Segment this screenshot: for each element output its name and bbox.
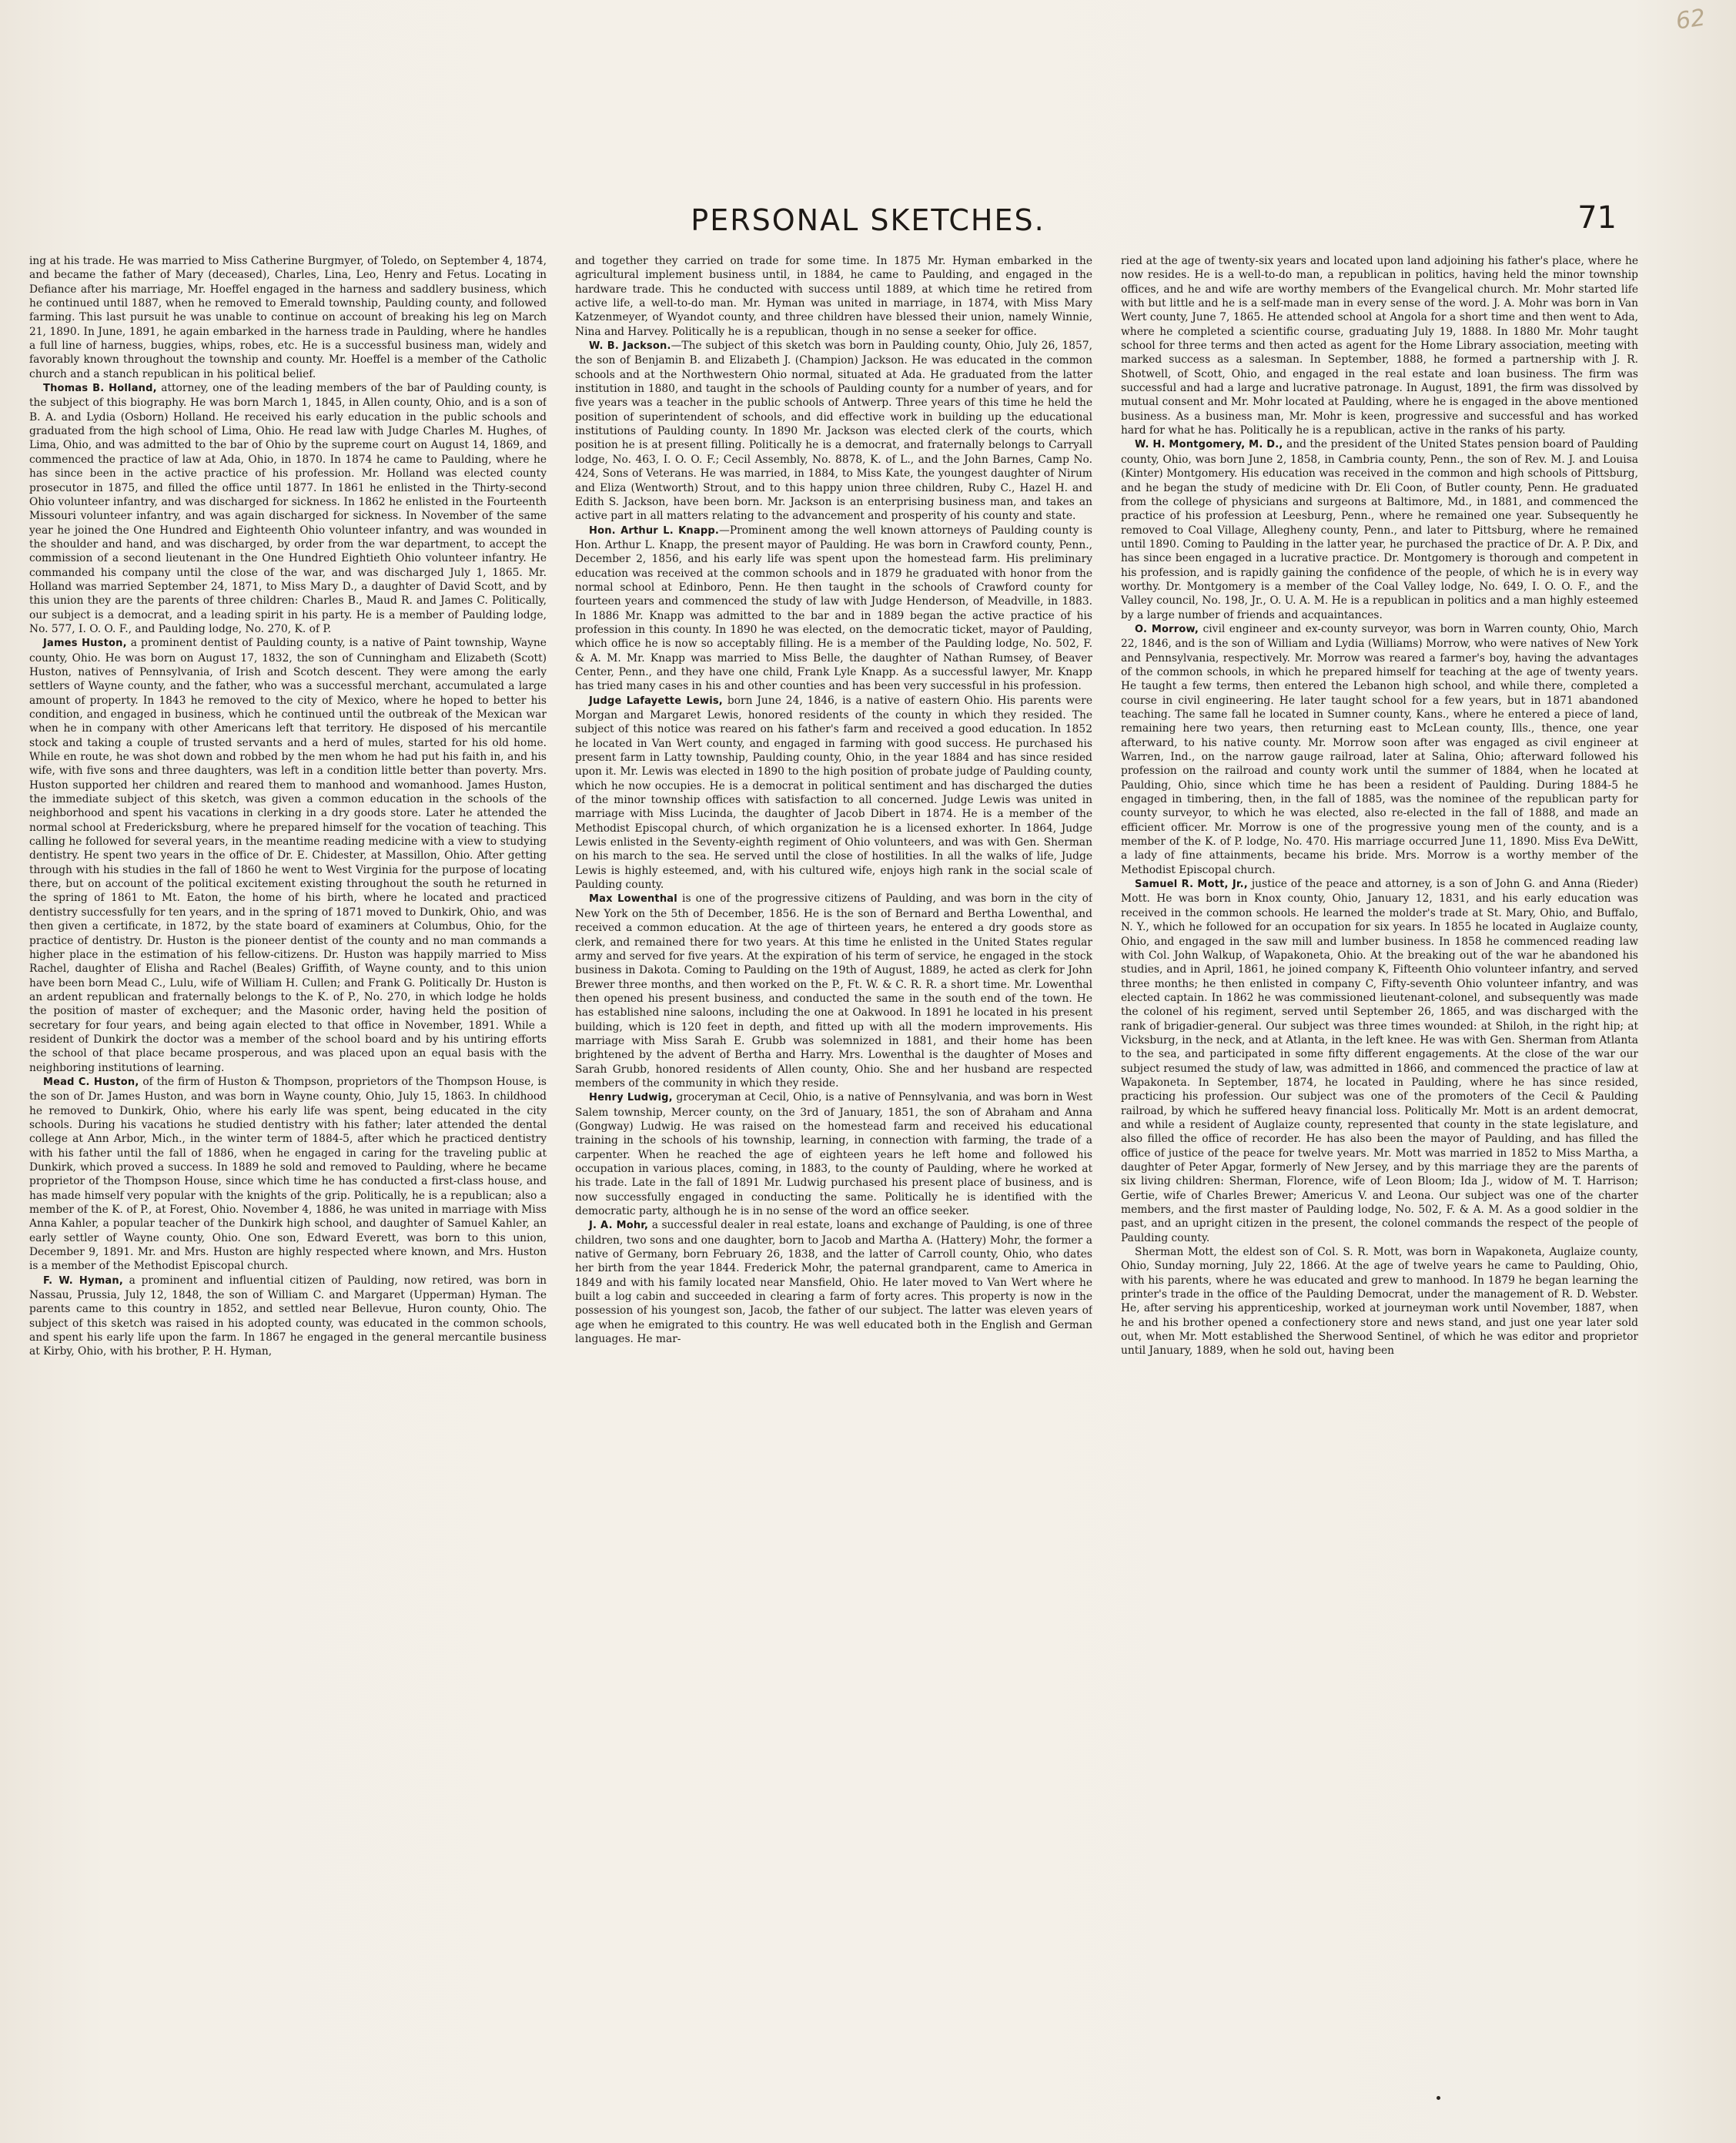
sketch-text: —Prominent among the well known attorneys of Paulding county is Hon. Arthur L. Knapp, the present mayor of Paulding. He was born in Crawford county, Penn., December 2, 1856, and his early life was spent upon the homestead farm. His preliminary education was received at the common schools and in 1879 he graduated with honor from the normal school at Edinboro, Penn. He then taught in the schools of Crawford county for fourteen years and commenced the study of law with Judge Henderson, of Meadville, in 1883. In 1886 Mr. Knapp was admitted to the bar and in 1889 began the active practice of his profession in this county. In 1890 he was elected, on the democratic ticket, mayor of Paulding, which office he is now so acceptably filling. He is a member of the Paulding lodge, No. 502, F. & A. M. Mr. Knapp was married to Miss Belle, the daughter of Nathan Rumsey, of Beaver Center, Penn., and they have one child, Frank Lyle Knapp. As a successful lawyer, Mr. Knapp has tried many cases in his and other counties and has been very successful in his profession. [575, 524, 1092, 693]
sketch-paragraph [575, 1218, 1092, 1346]
sketch-text: and the president of the United States pension board of Paulding county, Ohio, was born June 2, 1858, in Cambria county, Penn., the son of Rev. M. J. and Louisa (Kinter) Montgomery. His education was received in the common and high schools of Pittsburg, and he began the study of medicine with Dr. Eli Coon, of Butler county, Penn. He graduated from the college of physicians and surgeons at Baltimore, Md., in 1881, and commenced the practice of his profession at Leesburg, Penn., where he remained one year. Subsequently he removed to Coal Village, Allegheny county, Penn., and later to Pittsburg, where he remained until 1890. Coming to Paulding in the latter year, he purchased the practice of Dr. A. P. Dix, and has since been engaged in a lucrative practice. Dr. Montgomery is thorough and competent in his profession, and is rapidly gaining the confidence of the people, of which he is in every way worthy. Dr. Montgomery is a member of the Coal Valley lodge, No. 649, I. O. O. F., and the Valley council, No. 198, Jr., O. U. A. M. He is a republican in politics and a man highly esteemed by a large number of friends and acquaintances. [1121, 438, 1638, 621]
sketch-text: a prominent dentist of Paulding county, is a native of Paint township, Wayne county, Ohio. He was born on August 17, 1832, the son of Cunningham and Elizabeth (Scott) Huston, natives of Pennsylvania, of Irish and Scotch descent. They were among the early settlers of Wayne county, and the father, who was a successful merchant, accumulated a large amount of property. In 1843 he removed to the city of Mexico, where he hoped to better his condition, and engaged in business, which he continued until the outbreak of the Mexican war when he in company with other Americans left that territory. He disposed of his mercantile stock and taking a couple of trusted servants and a herd of mules, started for his old home. While en route, he was shot down and robbed by the men whom he had put his faith in, and his wife, with five sons and three daughters, was left in a condition little better than poverty. Mrs. Huston supported her children and reared them to manhood and womanhood. James Huston, the immediate subject of this sketch, was given a common education in the schools of the neighborhood and spent his vacations in clerking in a dry goods store. Later he attended the normal school at Fredericksburg, where he prepared himself for the vocation of teaching. This calling he followed for several years, in the meantime reading medicine with a view to studying dentistry. He spent two years in the office of Dr. E. Chidester, at Massillon, Ohio. After getting through with his studies in the fall of 1860 he went to West Virginia for the purpose of locating there, but on account of the political excitement existing throughout the south he returned in the spring of 1861 to Mt. Eaton, the home of his birth, where he located and practiced dentistry successfully for ten years, and in the spring of 1871 moved to Dunkirk, Ohio, and was then given a certificate, in 1872, by the state board of examiners at Columbus, Ohio, for the practice of dentistry. Dr. Huston is the pioneer dentist of the county and no man commands a higher place in the estimation of his fellow-citizens. Dr. Huston was happily married to Miss Rachel, daughter of Elisha and Rachel (Beales) Griffith, of Wayne county, and to this union have been born Mead C., Lulu, wife of William H. Cullen; and Frank G. Politically Dr. Huston is an ardent republican and fraternally belongs to the K. of P., No. 270, in which lodge he holds the position of master of exchequer; and the Masonic order, having held the position of secretary for four years, and being again elected to that office in November, 1891. While a resident of Dunkirk the doctor was a member of the school board and by his untiring efforts the school of that place became prosperous, and was placed upon an equal basis with the neighboring institutions of learning. [29, 637, 547, 1074]
handwritten-page-mark: 62 [1674, 4, 1708, 35]
ink-speck [1437, 2096, 1440, 2100]
sketch-paragraph [29, 381, 547, 636]
sketch-name: F. W. Hyman, [43, 1274, 124, 1287]
text-column-2 [575, 254, 1092, 2079]
sketch-text: ing at his trade. He was married to Miss Catherine Burgmyer, of Toledo, on September 4, 1874, and became the father of Mary (deceased), Charles, Lina, Leo, Henry and Fetus. Locating in Defiance after his marriage, Mr. Hoeffel engaged in the harness and saddlery business, which he continued until 1887, when he removed to Emerald township, Paulding county, and followed farming. This last pursuit he was unable to continue on account of breaking his leg on March 21, 1890. In June, 1891, he again embarked in the harness trade in Paulding, where he handles a full line of harness, buggies, whips, robes, etc. He is a successful business man, widely and favorably known throughout the township and county. Mr. Hoeffel is a member of the Catholic church and a stanch republican in his political belief. [29, 255, 547, 380]
sketch-name: Thomas B. Holland, [43, 383, 157, 395]
text-column-3 [1121, 254, 1638, 2079]
page-title: PERSONAL SKETCHES. [691, 203, 1045, 237]
sketch-paragraph [1121, 437, 1638, 621]
sketch-paragraph [575, 339, 1092, 523]
sketch-name: Judge Lafayette Lewis, [589, 695, 723, 707]
sketch-text: civil engineer and ex-county surveyor, was born in Warren county, Ohio, March 22, 1846, and is the son of William and Lydia (Williams) Morrow, who were natives of New York and Pennsylvania, respectively. Mr. Morrow was reared a farmer's boy, having the advantages of the common schools, in which he prepared himself for teaching at the age of twenty years. He taught a few terms, then entered the Lebanon high school, and while there, completed a course in civil engineering. He later taught school for a few years, but in 1871 abandoned teaching. The same fall he located in Sumner county, Kans., where he entered a piece of land, remaining here two years, then returning east to McLean county, Ills., thence, one year afterward, to his native county. Mr. Morrow soon after was engaged as civil engineer at Warren, Ind., on the narrow gauge railroad, later at Salina, Ohio; afterward followed his profession on the railroad and county work until the summer of 1884, when he located at Paulding, Ohio, since which time he has been a resident of Paulding. During 1884-5 he engaged in timbering, then, in the fall of 1885, was the nominee of the republican party for county surveyor, to which he was elected, also re-elected in the fall of 1888, and made an efficient officer. Mr. Morrow is one of the progressive young men of the county, and is a member of the K. of P. lodge, No. 470. His marriage occurred June 11, 1890. Miss Eva DeWitt, a lady of fine attainments, became his bride. Mrs. Morrow is a worthy member of the Methodist Episcopal church. [1121, 622, 1638, 876]
text-column-1 [29, 254, 547, 2079]
sketch-name: Mead C. Huston, [43, 1076, 139, 1088]
sketch-text: and together they carried on trade for some time. In 1875 Mr. Hyman embarked in the agricultural implement business until, in 1884, he came to Paulding, and engaged in the hardware trade. This he conducted with success until 1889, at which time he retired from active life, a well-to-do man. Mr. Hyman was united in marriage, in 1874, with Miss Mary Katzenmeyer, of Wyandot county, and three children have blessed their union, namely Winnie, Nina and Harvey. Politically he is a republican, though in no sense a seeker for office. [575, 255, 1092, 338]
sketch-text: Sherman Mott, the eldest son of Col. S. R. Mott, was born in Wapakoneta, Auglaize county, Ohio, Sunday morning, July 22, 1866. At the age of twelve years he came to Paulding, Ohio, with his parents, where he was educated and grew to manhood. In 1879 he began learning the printer's trade in the office of the Paulding Democrat, under the management of R. D. Webster. He, after serving his apprenticeship, worked at journeyman work until November, 1887, when he and his brother opened a confectionery store and news stand, and just one year later sold out, when Mr. Mott established the Sherwood Sentinel, of which he was editor and proprietor until January, 1889, when he sold out, having been [1121, 1246, 1638, 1358]
sketch-text: a successful dealer in real estate, loans and exchange of Paulding, is one of three children, two sons and one daughter, born to Jacob and Martha A. (Hattery) Mohr, the former a native of Germany, born February 26, 1838, and the latter of Carroll county, Ohio, who dates her birth from the year 1844. Frederick Mohr, the paternal grandparent, came to America in 1849 and with his family located near Mansfield, Ohio. He later moved to Van Wert where he built a log cabin and succeeded in clearing a farm of forty acres. This property is now in the possession of his youngest son, Jacob, the father of our subject. The latter was eleven years of age when he emigrated to this country. He was well educated both in the English and German languages. He mar- [575, 1219, 1092, 1346]
sketch-paragraph [1121, 622, 1638, 877]
text-columns [29, 254, 1638, 2079]
sketch-name: James Huston, [43, 638, 127, 650]
sketch-paragraph [29, 254, 547, 381]
sketch-name: Samuel R. Mott, Jr., [1135, 879, 1248, 891]
page-number: 71 [1577, 200, 1617, 236]
sketch-paragraph [1121, 877, 1638, 1245]
sketch-name: Max Lowenthal [589, 893, 677, 906]
sketch-text: —The subject of this sketch was born in Paulding county, Ohio, July 26, 1857, the son of Benjamin B. and Elizabeth J. (Champion) Jackson. He was educated in the common schools and at the Northwestern Ohio normal, situated at Ada. He graduated from the latter institution in 1880, and taught in the schools of Paulding county for a number of years, and for five years was a teacher in the public schools of Antwerp. Three years of this time he held the position of superintendent of schools, and did effective work in building up the educational institutions of Paulding county. In 1890 Mr. Jackson was elected clerk of the courts, which position he is at present filling. Politically he is a democrat, and fraternally belongs to Carryall lodge, No. 463, I. O. O. F.; Cecil Assembly, No. 8878, K. of L., and the John Barnes, Camp No. 424, Sons of Veterans. He was married, in 1884, to Miss Kate, the youngest daughter of Nirum and Eliza (Wentworth) Strout, and to this happy union three children, Ruby C., Hazel H. and Edith S. Jackson, have been born. Mr. Jackson is an enterprising business man, and takes an active part in all matters relating to the advancement and prosperity of his county and state. [575, 340, 1092, 523]
sketch-name: J. A. Mohr, [589, 1220, 649, 1232]
sketch-paragraph [29, 636, 547, 1075]
sketch-text: justice of the peace and attorney, is a son of John G. and Anna (Rieder) Mott. He was born in Knox county, Ohio, January 12, 1831, and his early education was received in the common schools. He learned the molder's trade at St. Mary, Ohio, and Buffalo, N. Y., which he followed for an occupation for six years. In 1855 he located in Auglaize county, Ohio, and engaged in the saw mill and lumber business. In 1858 he commenced reading law with Col. John Walkup, of Wapakoneta, Ohio. At the breaking out of the war he abandoned his studies, and in April, 1861, he joined company K, Fifteenth Ohio volunteer infantry, and served three months; he then enlisted in company C, Fifty-seventh Ohio volunteer infantry, and was elected captain. In 1862 he was commissioned lieutenant-colonel, and subsequently was made the colonel of his regiment, served until September 26, 1865, and was discharged with the rank of brigadier-general. Our subject was three times wounded: at Shiloh, in the right hip; at Vicksburg, in the neck, and at Atlanta, in the left knee. He was with Gen. Sherman from Atlanta to the sea, and participated in some fifty different engagements. At the close of the war our subject resumed the study of law, was admitted in 1866, and commenced the practice of law at Wapakoneta. In September, 1874, he located in Paulding, where he has since resided, practicing his profession. Our subject was one of the promoters of the Cecil & Paulding railroad, by which he suffered heavy financial loss. Politically Mr. Mott is an ardent democrat, and while a resident of Auglaize county, represented that county in the state legislature, and also filled the office of recorder. He has also been the mayor of Paulding, and has filled the office of justice of the peace for twelve years. Mr. Mott was married in 1852 to Miss Martha, a daughter of Peter Apgar, formerly of New Jersey, and by this marriage they are the parents of six living children: Sherman, Florence, wife of Leon Bloom; Ida J., widow of M. T. Harrison; Gertie, wife of Charles Brewer; Americus V. and Leona. Our subject was one of the charter members, and the first master of Paulding lodge, No. 502, F. & A. M. As a good soldier in the past, and an upright citizen in the present, the colonel commands the respect of the people of Paulding county. [1121, 878, 1638, 1244]
page-header [77, 200, 1659, 249]
sketch-paragraph [575, 1090, 1092, 1218]
sketch-text: attorney, one of the leading members of the bar of Paulding county, is the subject of this biography. He was born March 1, 1845, in Allen county, Ohio, and is a son of B. A. and Lydia (Osborn) Holland. He received his early education in the public schools and graduated from the high school of Lima, Ohio. He read law with Judge Charles M. Hughes, of Lima, Ohio, and was admitted to the bar of Ohio by the supreme court on August 14, 1869, and commenced the practice of law at Ada, Ohio, in 1870. In 1874 he came to Paulding, where he has since been in the active practice of his profession. Mr. Holland was elected county prosecutor in 1875, and filled the office until 1877. In 1861 he enlisted in the Thirty-second Ohio volunteer infantry, and was discharged for sickness. In 1862 he enlisted in the Fourteenth Missouri volunteer infantry, and was again discharged for sickness. In November of the same year he joined the One Hundred and Eighteenth Ohio volunteer infantry, and was wounded in the shoulder and hand, and was discharged, by order from the war department, to accept the commission of a second lieutenant in the One Hundred Eightieth Ohio volunteer infantry. He commanded his company until the close of the war, and was discharged July 1, 1865. Mr. Holland was married September 24, 1871, to Miss Mary D., a daughter of David Scott, and by this union they are the parents of three children: Charles B., Maud R. and James C. Politically, our subject is a democrat, and a leading spirit in his party. He is a member of Paulding lodge, No. 577, I. O. O. F., and Paulding lodge, No. 270, K. of P. [29, 382, 547, 635]
sketch-text: groceryman at Cecil, Ohio, is a native of Pennsylvania, and was born in West Salem township, Mercer county, on the 3rd of January, 1851, the son of Abraham and Anna (Gongway) Ludwig. He was raised on the homestead farm and received his educational training in the schools of his township, learning, in connection with farming, the trade of a carpenter. When he reached the age of eighteen years he left home and followed his occupation in various places, coming, in 1883, to the county of Paulding, where he worked at his trade. Late in the fall of 1891 Mr. Ludwig purchased his present place of business, and is now successfully engaged in conducting the same. Politically he is identified with the democratic party, although he is in no sense of the word an office seeker. [575, 1091, 1092, 1218]
sketch-text: born June 24, 1846, is a native of eastern Ohio. His parents were Morgan and Margaret Lewis, honored residents of the county in which they resided. The subject of this notice was reared on his father's farm and received a good education. In 1852 he located in Van Wert county, and engaged in farming with good success. He purchased his present farm in Latty township, Paulding county, Ohio, in the year 1884 and has since resided upon it. Mr. Lewis was elected in 1890 to the high position of probate judge of Paulding county, which he now occupies. He is a democrat in political sentiment and has discharged the duties of the minor township offices with satisfaction to all concerned. Judge Lewis was united in marriage with Miss Lucinda, the daughter of Jacob Dibert in 1874. He is a member of the Methodist Episcopal church, of which organization he is a licensed exhorter. In 1864, Judge Lewis enlisted in the Seventy-eighth regiment of Ohio volunteers, and was with Gen. Sherman on his march to the sea. He served until the close of hostilities. In all the walks of life, Judge Lewis is highly esteemed, and, with his cultured wife, enjoys high rank in the social scale of Paulding county. [575, 694, 1092, 892]
sketch-text: is one of the progressive citizens of Paulding, and was born in the city of New York on the 5th of December, 1856. He is the son of Bernard and Bertha Lowenthal, and received a common education. At the age of thirteen years, he entered a dry goods store as clerk, and remained there for two years. At this time he enlisted in the United States regular army and served for five years. At the expiration of his term of service, he engaged in the stock business in Dakota. Coming to Paulding on the 19th of August, 1889, he acted as clerk for John Brewer three months, and then worked on the P., Ft. W. & C. R. R. a short time. Mr. Lowenthal then opened his present business, and conducted the same in the south end of the town. He has established nine saloons, including the one at Oakwood. In 1891 he located in his present building, which is 120 feet in depth, and fitted up with all the modern improvements. His marriage with Miss Sarah E. Grubb was solemnized in 1881, and their home has been brightened by the advent of Bertha and Harry. Mrs. Lowenthal is the daughter of Moses and Sarah Grubb, honored residents of Allen county, Ohio. She and her husband are respected members of the community in which they reside. [575, 892, 1092, 1090]
sketch-paragraph [1121, 1245, 1638, 1358]
sketch-paragraph [29, 1274, 547, 1359]
sketch-paragraph [1121, 254, 1638, 437]
sketch-paragraph [575, 254, 1092, 339]
sketch-text: a prominent and influential citizen of Paulding, now retired, was born in Nassau, Prussia, July 12, 1848, the son of William C. and Margaret (Upperman) Hyman. The parents came to this country in 1852, and settled near Bellevue, Huron county, Ohio. The subject of this sketch was raised in his adopted county, was educated in the common schools, and spent his early life upon the farm. In 1867 he engaged in the general mercantile business at Kirby, Ohio, with his brother, P. H. Hyman, [29, 1274, 547, 1358]
sketch-text: of the firm of Huston & Thompson, proprietors of the Thompson House, is the son of Dr. James Huston, and was born in Wayne county, Ohio, July 15, 1863. In childhood he removed to Dunkirk, Ohio, where his early life was spent, being educated in the city schools. During his vacations he studied dentistry with his father; later attended the dental college at Ann Arbor, Mich., in the winter term of 1884-5, after which he practiced dentistry with his father until the fall of 1886, when he engaged in caring for the traveling public at Dunkirk, which proved a success. In 1889 he sold and removed to Paulding, where he became proprietor of the Thompson House, since which time he has conducted a first-class house, and has made himself very popular with the knights of the grip. Politically, he is a republican; also a member of the K. of P., at Forest, Ohio. November 4, 1886, he was united in marriage with Miss Anna Kahler, a popular teacher of the Dunkirk high school, and daughter of Samuel Kahler, an early settler of Wayne county, Ohio. One son, Edward Everett, was born to this union, December 9, 1891. Mr. and Mrs. Huston are highly respected where known, and Mrs. Huston is a member of the Methodist Episcopal church. [29, 1075, 547, 1273]
sketch-paragraph [575, 694, 1092, 892]
sketch-name: Hon. Arthur L. Knapp. [589, 524, 720, 537]
sketch-text: ried at the age of twenty-six years and located upon land adjoining his father's place, where he now resides. He is a well-to-do man, a republican in politics, having held the minor township offices, and he and wife are worthy members of the Evangelical church. Mr. Mohr started life with but little and he is a self-made man in every sense of the word. J. A. Mohr was born in Van Wert county, June 7, 1865. He attended school at Angola for a short time and then went to Ada, where he completed a scientific course, graduating July 19, 1888. In 1880 Mr. Mohr taught school for three terms and then acted as agent for the Home Library association, meeting with marked success as a salesman. In September, 1888, he formed a partnership with J. R. Shotwell, of Scott, Ohio, and engaged in the real estate and loan business. The firm was successful and had a large and lucrative patronage. In August, 1891, the firm was dissolved by mutual consent and Mr. Mohr located at Paulding, where he is engaged in the above mentioned business. As a business man, Mr. Mohr is keen, progressive and successful and has worked hard for what he has. Politically he is a republican, active in the ranks of his party. [1121, 255, 1638, 437]
sketch-paragraph [29, 1075, 547, 1274]
sketch-name: Henry Ludwig, [589, 1092, 673, 1104]
sketch-paragraph [575, 892, 1092, 1090]
sketch-name: O. Morrow, [1135, 623, 1199, 635]
sketch-name: W. H. Montgomery, M. D., [1135, 439, 1283, 451]
sketch-paragraph [575, 524, 1092, 694]
sketch-name: W. B. Jackson. [589, 340, 671, 353]
